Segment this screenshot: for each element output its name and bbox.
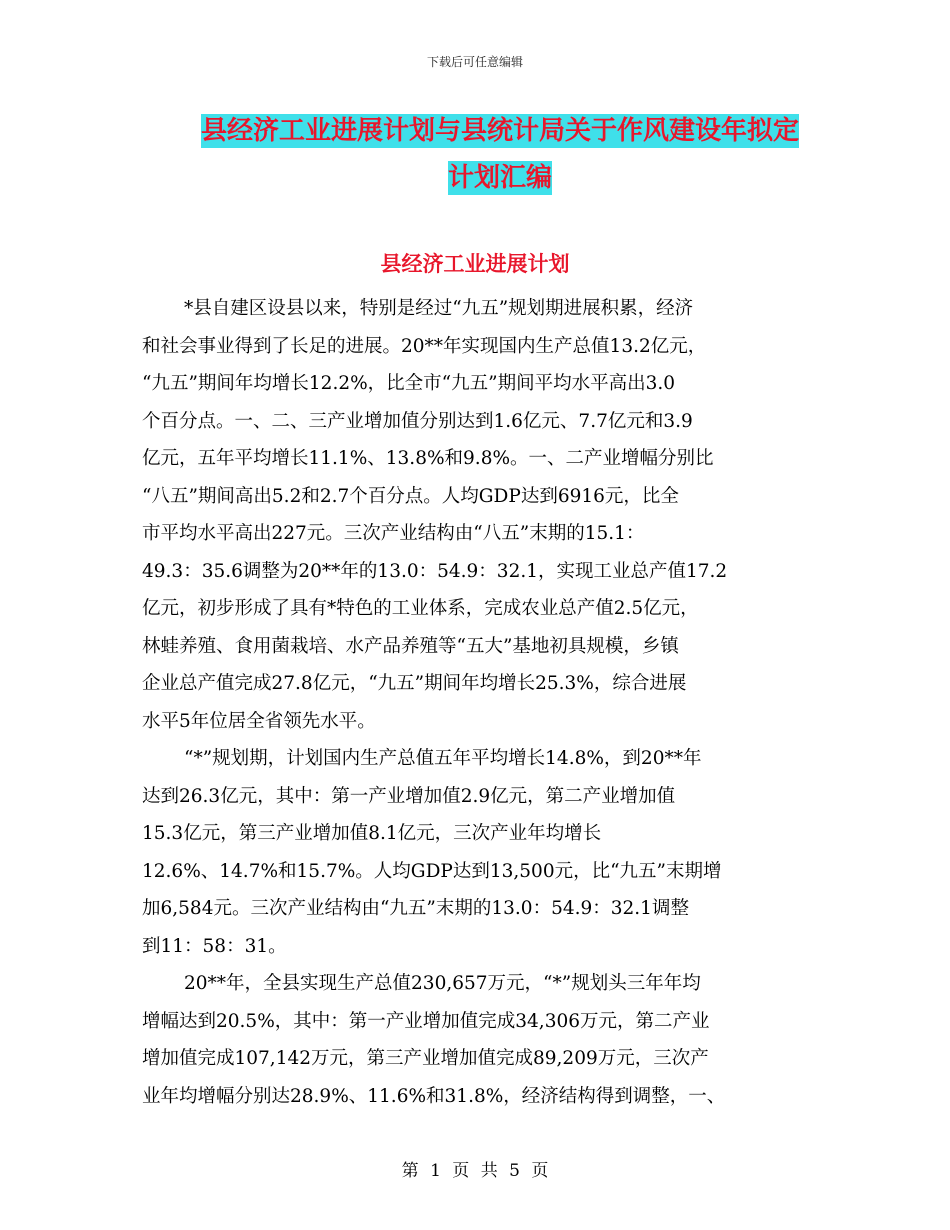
body-line: “九五”期间年均增长12.2%，比全市“九五”期间平均水平高出3.0	[142, 373, 676, 394]
body-line: 15.3亿元，第三产业增加值8.1亿元，三次产业年均增长	[142, 823, 602, 844]
body-text	[142, 290, 812, 1115]
body-line: 亿元，初步形成了具有*特色的工业体系，完成农业总产值2.5亿元，	[142, 598, 699, 619]
body-line: 市平均水平高出227元。三次产业结构由“八五”末期的15.1：	[142, 523, 645, 544]
body-line: 水平5年位居全省领先水平。	[142, 710, 376, 732]
body-line: 到11：58：31。	[142, 935, 287, 957]
body-line: 加6,584元。三次产业结构由“九五”末期的13.0：54.9：32.1调整	[142, 898, 689, 919]
body-line: 个百分点。一、二、三产业增加值分别达到1.6亿元、7.7亿元和3.9	[142, 410, 693, 432]
section-title: 县经济工业进展计划	[380, 252, 570, 276]
body-line: “*”规划期，计划国内生产总值五年平均增长14.8%，到20**年	[184, 748, 702, 769]
body-line: 12.6%、14.7%和15.7%。人均GDP达到13,500元，比“九五”末期增	[142, 860, 722, 882]
body-line: 林蛙养殖、食用菌栽培、水产品养殖等“五大”基地初具规模，乡镇	[142, 635, 679, 657]
body-line: “八五”期间高出5.2和2.7个百分点。人均GDP达到6916元，比全	[142, 485, 679, 507]
body-line: 49.3：35.6调整为20**年的13.0：54.9：32.1，实现工业总产值17.2	[142, 560, 728, 582]
body-line: 亿元，五年平均增长11.1%、13.8%和9.8%。一、二产业增幅分别比	[142, 448, 714, 469]
body-line: 达到26.3亿元，其中：第一产业增加值2.9亿元，第二产业增加值	[142, 785, 676, 807]
body-line: 20**年，全县实现生产总值230,657万元，“*”规划头三年年均	[184, 973, 701, 994]
body-line: 企业总产值完成27.8亿元，“九五”期间年均增长25.3%，综合进展	[142, 673, 687, 694]
body-line: 增幅达到20.5%，其中：第一产业增加值完成34,306万元，第二产业	[142, 1010, 710, 1032]
header-note: 下载后可任意编辑	[426, 55, 523, 69]
body-line: 和社会事业得到了长足的进展。20**年实现国内生产总值13.2亿元，	[142, 335, 707, 357]
body-line: 业年均增幅分别达28.9%、11.6%和31.8%，经济结构得到调整，一、	[142, 1085, 726, 1107]
body-line: 增加值完成107,142万元，第三产业增加值完成89,209万元，三次产	[142, 1048, 709, 1069]
body-line: *县自建区设县以来，特别是经过“九五”规划期进展积累，经济	[184, 298, 694, 319]
document-title-line-2: 计划汇编	[447, 163, 552, 193]
document-title	[150, 108, 850, 202]
page-footer: 第 1 页 共 5 页	[401, 1161, 549, 1181]
document-title-line-1: 县经济工业进展计划与县统计局关于作风建设年拟定	[200, 116, 799, 146]
